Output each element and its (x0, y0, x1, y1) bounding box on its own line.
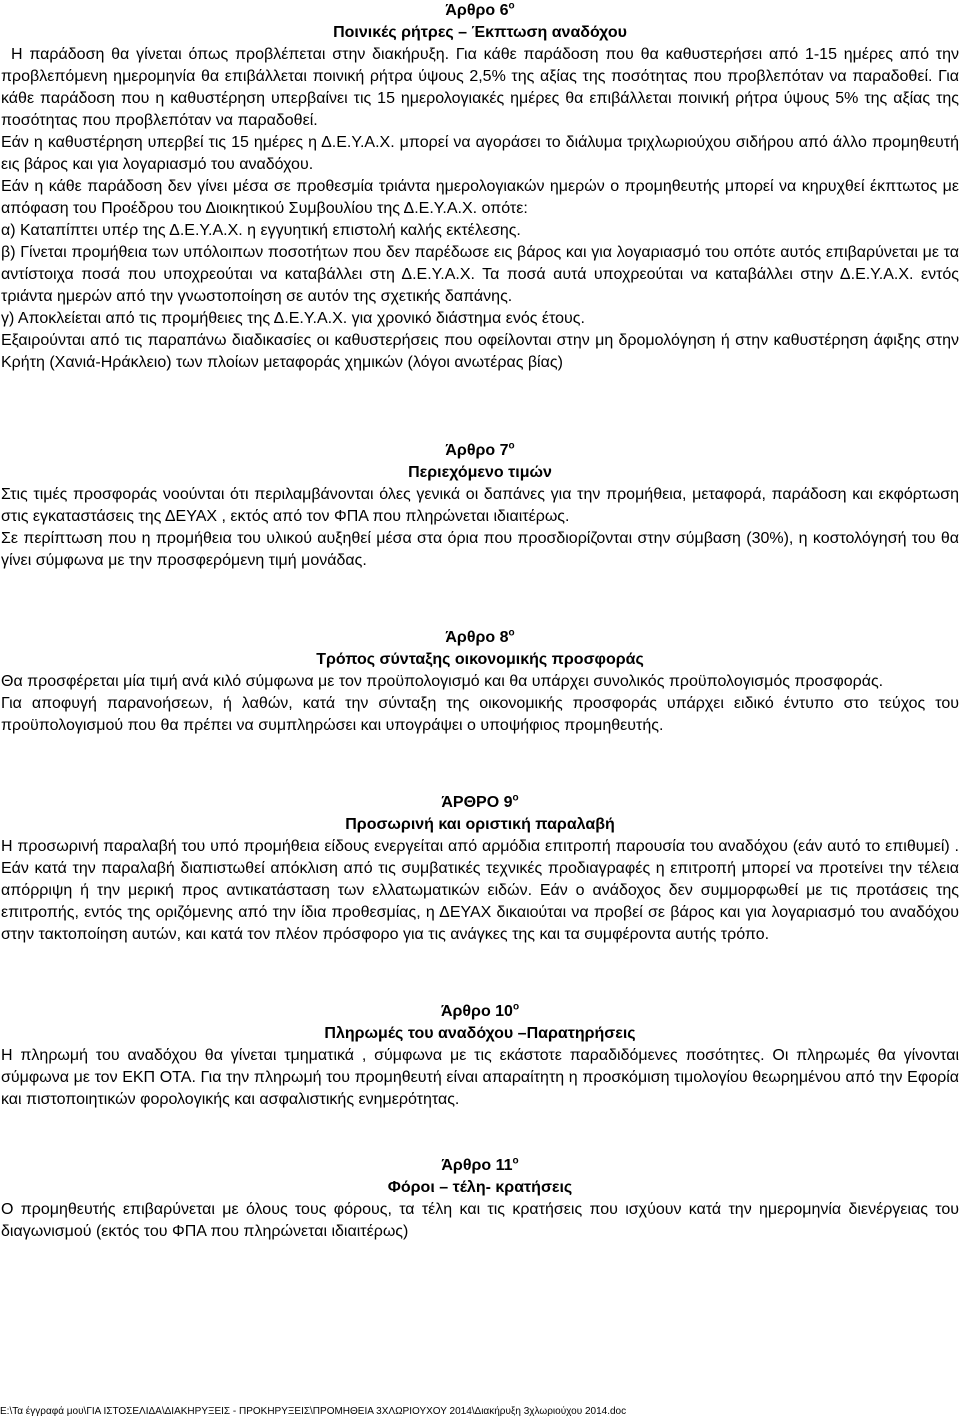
spacer (1, 946, 959, 1001)
article-7-title: Περιεχόμενο τιμών (408, 464, 552, 481)
article-10-title: Πληρωμές του αναδόχου –Παρατηρήσεις (324, 1025, 636, 1042)
article-7 (1, 440, 959, 572)
article-8 (1, 627, 959, 737)
article-6-number: Άρθρο $6^o$ (445, 0, 515, 19)
article-7-number: Άρθρο $7^o$ (445, 440, 515, 459)
file-path-footer: E:\Τα έγγραφά μου\ΓΙΑ ΙΣΤΟΣΕΛΙΔΑ\ΔΙΑΚΗΡΥΞΕΙΣ - ΠΡΟΚΗΡΥΞΕΙΣ\ΠΡΟΜΗΘΕΙΑ 3ΧΛΩΡΙΟΥΧΟΥ 2014\Διακήρυξη 3χλωριούχου 2014.doc (0, 1406, 627, 1417)
article-6-paragraph-2: Εάν η καθυστέρηση υπερβεί τις 15 ημέρες η Δ.Ε.Υ.Α.Χ. μπορεί να αγοράσει το διάλυμα τριχλωριούχου σιδήρου από άλλο προμηθευτή εις βάρος και για λογαριασμό του αναδόχου. (1, 134, 959, 173)
article-9 (1, 792, 959, 946)
spacer (1, 572, 959, 627)
article-8-number: Άρθρο $8^o$ (445, 627, 515, 646)
article-11-paragraph-1: Ο προμηθευτής επιβαρύνεται με όλους τους φόρους, τα τέλη και τις κρατήσεις που ισχύουν κατά την ημερομηνία διενέργειας του διαγωνισμού (εκτός του ΦΠΑ που πληρώνεται ιδιαιτέρως) (1, 1201, 959, 1240)
article-6 (1, 0, 959, 374)
article-9-paragraph-1: Η προσωρινή παραλαβή του υπό προμήθεια είδους ενεργείται από αρμόδια επιτροπή παρουσία του αναδόχου (εάν αυτό το επιθυμεί) . Εάν κατά την παραλαβή διαπιστωθεί απόκλιση από τις συμβατικές τεχνικές προδιαγραφές η επιτροπή μπορεί να προτείνει την τέλεια απόρριψη ή την μερική προς αντικατάσταση των ελλατωματικών ειδών. Εάν ο ανάδοχος δεν συμμορφωθεί με τις προτάσεις της επιτροπής, εντός της οριζόμενης από την ίδια προθεσμίας, η ΔΕΥΑΧ δικαιούται να προβεί σε βάρος και για λογαριασμό του αναδόχου στην τακτοποίηση αυτών, και κατά τον πλέον πρόσφορο για τις ανάγκες της και τα συμφέροντα αυτής τρόπο. (1, 838, 959, 943)
article-8-title: Τρόπος σύνταξης οικονομικής προσφοράς (316, 651, 644, 668)
article-8-paragraph-2: Για αποφυγή παρανοήσεων, ή λαθών, κατά την σύνταξη της οικονομικής προσφοράς υπάρχει ειδικό έντυπο στο τεύχος του προϋπολογισμού που θα πρέπει να συμπληρώσει και υπογράψει ο υποψήφιος προμηθευτής. (1, 695, 959, 734)
article-10-paragraph-1: Η πληρωμή του αναδόχου θα γίνεται τμηματικά , σύμφωνα με τις εκάστοτε παραδιδόμενες ποσότητες. Οι πληρωμές θα γίνονται σύμφωνα με τον ΕΚΠ ΟΤΑ. Για την πληρωμή του προμηθευτή είναι απαραίτητη η προσκόμιση τιμολογίου θεωρημένου από την Εφορία και πιστοποιητικών φορολογικής και ασφαλιστικής ενημερότητας. (1, 1047, 959, 1108)
article-6-paragraph-7: Εξαιρούνται από τις παραπάνω διαδικασίες οι καθυστερήσεις που οφείλονται στην μη δρομολόγηση ή στην καθυστέρηση άφιξης στην Κρήτη (Χανιά-Ηράκλειο) των πλοίων μεταφοράς χημικών (λόγοι ανωτέρας βίας) (1, 332, 959, 371)
article-7-paragraph-1: Στις τιμές προσφοράς νοούνται ότι περιλαμβάνονται όλες γενικά οι δαπάνες για την προμήθεια, μεταφορά, παράδοση και εκφόρτωση στις εγκαταστάσεις της ΔΕΥΑΧ , εκτός από τον ΦΠΑ που πληρώνεται ιδιαιτέρως. (1, 486, 959, 525)
article-6-paragraph-5: β) Γίνεται προμήθεια των υπόλοιπων ποσοτήτων που δεν παρέδωσε εις βάρος και για λογαριασμό του οπότε αυτός επιβαρύνεται με τα αντίστοιχα ποσά που υποχρεούται να καταβάλλει στη Δ.Ε.Υ.Α.Χ. Τα ποσά αυτά υποχρεούται να καταβάλλει στην Δ.Ε.Υ.Α.Χ. εντός τριάντα ημερών από την γνωστοποίηση σε αυτόν της σχετικής δαπάνης. (1, 244, 959, 305)
spacer (1, 737, 959, 792)
article-6-paragraph-3: Εάν η κάθε παράδοση δεν γίνει μέσα σε προθεσμία τριάντα ημερολογιακών ημερών ο προμηθευτής μπορεί να κηρυχθεί έκπτωτος με απόφαση του Προέδρου του Διοικητικού Συμβουλίου της Δ.Ε.Υ.Α.Χ. οπότε: (1, 178, 959, 217)
article-8-paragraph-1: Θα προσφέρεται μία τιμή ανά κιλό σύμφωνα με τον προϋπολογισμό και θα υπάρχει συνολικός προϋπολογισμός προσφοράς. (1, 673, 884, 690)
article-11-number: Άρθρο $11^o$ (441, 1155, 519, 1174)
article-10 (1, 1001, 959, 1111)
article-11 (1, 1155, 959, 1243)
article-9-title: Προσωρινή και οριστική παραλαβή (345, 816, 615, 833)
article-6-paragraph-1: Η παράδοση θα γίνεται όπως προβλέπεται στην διακήρυξη. Για κάθε παράδοση που θα καθυστερήσει από 1-15 ημέρες από την προβλεπόμενη ημερομηνία θα επιβάλλεται ποινική ρήτρα ύψους 2,5% της αξίας της ποσότητας που προβλεπόταν να παραδοθεί. Για κάθε παράδοση που η καθυστέρηση υπερβαίνει τις 15 ημερολογιακές ημέρες θα επιβάλλεται ποινική ρήτρα ύψους 5% της αξίας της ποσότητας που προβλεπόταν να παραδοθεί. (1, 46, 959, 129)
spacer (1, 374, 959, 440)
article-9-number: ΆΡΘΡΟ $9^o$ (441, 792, 519, 811)
article-6-paragraph-4: α) Καταπίπτει υπέρ της Δ.Ε.Υ.Α.Χ. η εγγυητική επιστολή καλής εκτέλεσης. (1, 222, 521, 239)
article-6-paragraph-6: γ) Αποκλείεται από τις προμήθειες της Δ.Ε.Υ.Α.Χ. για χρονικό διάστημα ενός έτους. (1, 310, 585, 327)
article-7-paragraph-2: Σε περίπτωση που η προμήθεια του υλικού αυξηθεί μέσα στα όρια που προσδιορίζονται στην σύμβαση (30%), η κοστολόγησή του θα γίνει σύμφωνα με την προσφερόμενη τιμή μονάδας. (1, 530, 959, 569)
spacer (1, 1111, 959, 1155)
article-11-title: Φόροι – τέλη- κρατήσεις (387, 1179, 573, 1196)
article-10-number: Άρθρο $10^o$ (440, 1001, 520, 1020)
article-6-title: Ποινικές ρήτρες – Έκπτωση αναδόχου (333, 24, 627, 41)
